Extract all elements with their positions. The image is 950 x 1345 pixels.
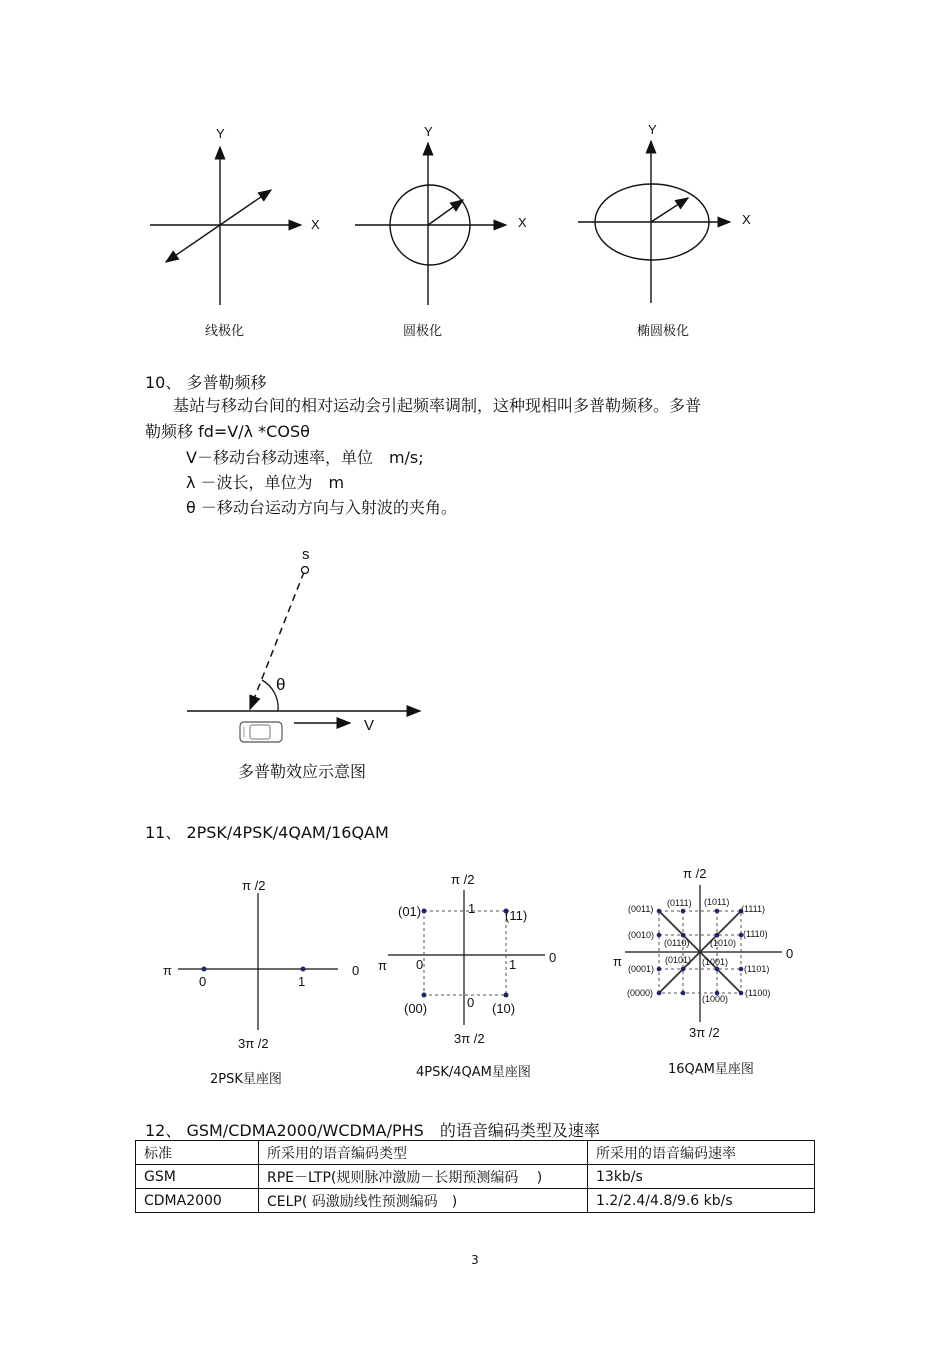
psk2-point-0 [202, 967, 207, 972]
doppler-paragraph-line2: 勒频移 fd=V/λ *COSθ [145, 422, 310, 441]
qam16-code-0010: (0010) [628, 930, 655, 940]
psk4-label-01: (01) [398, 904, 422, 919]
psk2-constellation [163, 878, 359, 1051]
table-header-cell: 标准 [136, 1141, 259, 1165]
codec-table [135, 1140, 815, 1213]
psk2-point-1 [301, 967, 306, 972]
qam16-code-1001: (1001) [702, 957, 729, 967]
psk2-label-1: 1 [298, 974, 306, 989]
elliptical-polarization-caption: 椭圆极化 [637, 324, 690, 339]
table-cell: GSM [136, 1165, 259, 1189]
psk4-caption: 4PSK/4QAM星座图 [416, 1065, 531, 1080]
doppler-paragraph-line1: 基站与移动台间的相对运动会引起频率调制，这种现相叫多普勒频移。多普 [173, 396, 702, 415]
qam16-code-0011: (0011) [628, 904, 654, 914]
psk4-label-10: (10) [492, 1001, 516, 1016]
elliptical-axis-y: Y [648, 122, 657, 137]
psk4-point-10 [504, 993, 509, 998]
qam16-code-0111: (0111) [667, 898, 692, 908]
table-cell: CDMA2000 [136, 1189, 259, 1213]
linear-axis-y: Y [216, 126, 225, 141]
linear-polarization-caption: 线极化 [205, 324, 245, 339]
doppler-def-lambda: λ －波长，单位为 m [186, 473, 345, 492]
table-header-cell: 所采用的语音编码类型 [259, 1141, 588, 1165]
table-cell: CELP( 码激励线性预测编码 ) [259, 1189, 588, 1213]
table-cell: RPE－LTP(规则脉冲激励－长期预测编码 ) [259, 1165, 588, 1189]
page-number: 3 [471, 1253, 479, 1267]
psk4-bit-bottom: 0 [467, 995, 475, 1010]
qam16-code-1011: (1011) [704, 897, 730, 907]
qam16-top: π /2 [683, 866, 707, 881]
qam16-code-0110: (0110) [664, 938, 690, 948]
circular-axis-y: Y [424, 124, 433, 139]
doppler-figure-caption: 多普勒效应示意图 [238, 762, 367, 781]
psk2-label-0: 0 [199, 974, 207, 989]
qam16-code-0001: (0001) [628, 964, 655, 974]
table-cell: 13kb/s [588, 1165, 815, 1189]
qam16-code-1010: (1010) [710, 938, 737, 948]
psk4-point-00 [422, 993, 427, 998]
codec-heading: 12、 GSM/CDMA2000/WCDMA/PHS 的语音编码类型及速率 [145, 1121, 600, 1140]
table-header-row [136, 1141, 815, 1165]
velocity-label: V [364, 717, 375, 734]
table-row [136, 1165, 815, 1189]
qam16-code-1101: (1101) [744, 964, 770, 974]
source-label: s [302, 546, 310, 563]
qam16-code-0101: (0101) [665, 955, 692, 965]
doppler-def-theta: θ －移动台运动方向与入射波的夹角。 [186, 498, 457, 517]
qam16-code-1111: (1111) [741, 904, 766, 914]
psk2-caption: 2PSK星座图 [210, 1072, 282, 1087]
angle-label: θ [276, 675, 286, 694]
doppler-heading: 10、 多普勒频移 [145, 373, 267, 392]
psk4-right: 0 [549, 950, 557, 965]
doppler-def-v: V－移动台移动速率，单位 m/s; [186, 448, 424, 467]
table-cell: 1.2/2.4/4.8/9.6 kb/s [588, 1189, 815, 1213]
psk2-left: π [163, 963, 172, 978]
qam16-code-0000: (0000) [627, 988, 654, 998]
qam16-left: π [613, 954, 622, 969]
psk4-bottom: 3π /2 [454, 1031, 485, 1046]
psk2-top: π /2 [242, 878, 266, 893]
circular-polarization-caption: 圆极化 [403, 324, 443, 339]
psk4-bit-left: 0 [416, 957, 424, 972]
psk4-bit-top: 1 [468, 901, 476, 916]
table-header-cell: 所采用的语音编码速率 [588, 1141, 815, 1165]
qam16-right: 0 [786, 946, 794, 961]
qam16-code-1000: (1000) [702, 994, 729, 1004]
psk4-bit-right: 1 [509, 957, 517, 972]
qam16-caption: 16QAM星座图 [668, 1062, 754, 1077]
psk4-label-00: (00) [404, 1001, 428, 1016]
linear-axis-x: X [311, 217, 320, 232]
table-row [136, 1189, 815, 1213]
circular-axis-x: X [518, 215, 527, 230]
modulation-heading: 11、 2PSK/4PSK/4QAM/16QAM [145, 823, 389, 842]
qam16-bottom: 3π /2 [689, 1025, 720, 1040]
qam16-code-1100: (1100) [745, 988, 771, 998]
qam16-constellation [613, 866, 793, 1040]
psk4-top: π /2 [451, 872, 475, 887]
qam16-code-1110: (1110) [743, 929, 768, 939]
psk2-right: 0 [352, 963, 360, 978]
psk4-constellation [378, 872, 556, 1046]
psk4-label-11: (11) [505, 908, 528, 923]
psk2-bottom: 3π /2 [238, 1036, 269, 1051]
elliptical-axis-x: X [742, 212, 751, 227]
psk4-point-01 [422, 909, 427, 914]
psk4-left: π [378, 958, 387, 973]
